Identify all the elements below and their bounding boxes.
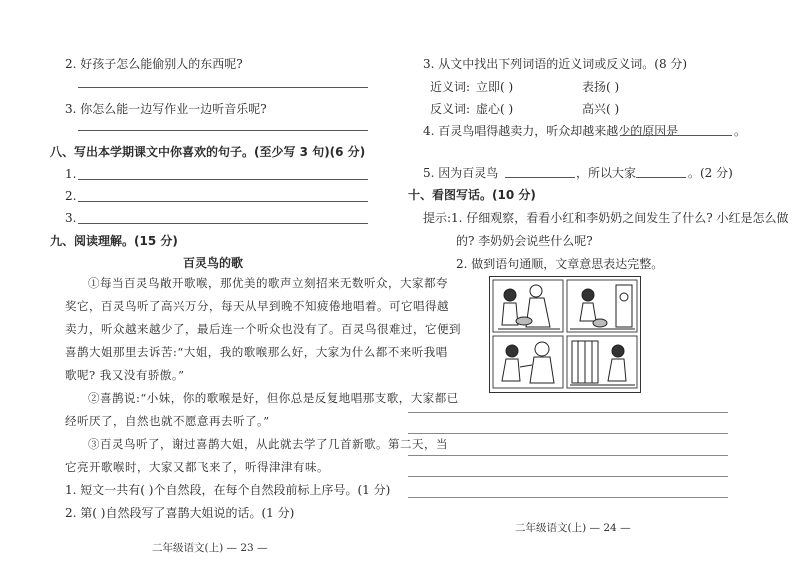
section-8-line-1[interactable] (78, 179, 368, 180)
section-9-heading: 九、阅读理解。(15 分) (50, 234, 178, 248)
passage-p1-line-2: 奖它，百灵鸟听了高兴万分，每天从早到晚不知疲倦地唱着。可它唱得越 (65, 299, 449, 313)
reading-question-5-part-b: ，所以大家 (576, 166, 637, 180)
period-r4: 。 (734, 124, 747, 138)
reading-question-5-part-a: 5. 因为百灵鸟 (423, 166, 499, 180)
passage-p1-line-4: 喜鹊大姐那里去诉苦:“大姐，我的歌喉那么好，大家为什么都不来听我唱 (65, 345, 448, 359)
writing-line-4[interactable] (408, 476, 728, 477)
writing-line-2[interactable] (408, 433, 728, 434)
passage-p3-line-2: 它亮开歌喉时，大家又都飞来了，听得津津有味。 (65, 460, 329, 474)
passage-p3-line-1: ③百灵鸟听了，谢过喜鹊大姐，从此就去学了几首新歌。第二天，当 (88, 437, 448, 451)
tip-1-line-a: 提示:1. 仔细观察，看看小红和李奶奶之间发生了什么? 小红是怎么做 (423, 211, 789, 225)
section-8-item-1-label: 1. (65, 167, 77, 181)
section-8-item-2-label: 2. (65, 189, 77, 203)
answer-line-r5-b[interactable] (636, 177, 686, 178)
reading-question-1: 1. 短文一共有( )个自然段，在每个自然段前标上序号。(1 分) (65, 483, 391, 497)
writing-line-1[interactable] (408, 412, 728, 413)
picture-story-illustration (489, 276, 641, 393)
answer-line-r4[interactable] (620, 135, 732, 136)
passage-p1-line-3: 卖力，听众越来越少了，最后连一个听众也没有了。百灵鸟很难过，它便到 (65, 322, 461, 336)
answer-line-q3[interactable] (78, 130, 368, 131)
answer-line-q2[interactable] (78, 87, 368, 88)
antonym-item-1[interactable]: 虚心( ) (476, 102, 514, 116)
section-8-heading: 八、写出本学期课文中你喜欢的句子。(至少写 3 句)(6 分) (50, 145, 366, 159)
passage-p1-line-5: 歌呢? 我又没有骄傲。” (65, 368, 185, 382)
section-8-item-3-label: 3. (65, 211, 77, 225)
picture-story-panels (490, 277, 640, 392)
reading-question-3: 3. 从文中找出下列词语的近义词或反义词。(8 分) (423, 57, 688, 71)
synonym-label: 近义词: (430, 80, 471, 94)
passage-title: 百灵鸟的歌 (183, 256, 244, 270)
reading-question-4: 4. 百灵鸟唱得越卖力，听众却越来越少的原因是 (423, 124, 679, 138)
page-footer-left: 二年级语文(上) — 23 — (152, 542, 268, 554)
passage-p2-line-2: 经听厌了，自然也就不愿意再去听了。” (65, 414, 270, 428)
antonym-item-2[interactable]: 高兴( ) (582, 102, 620, 116)
section-8-line-2[interactable] (78, 201, 368, 202)
section-8-line-3[interactable] (78, 223, 368, 224)
synonym-item-1[interactable]: 立即( ) (476, 80, 514, 94)
question-3: 3. 你怎么能一边写作业一边听音乐呢? (65, 102, 267, 116)
section-10-heading: 十、看图写话。(10 分) (408, 188, 536, 202)
passage-p1-line-1: ①每当百灵鸟敞开歌喉，那优美的歌声立刻招来无数听众，大家都夸 (88, 276, 448, 290)
tip-1-line-b: 的? 李奶奶会说些什么呢? (456, 234, 593, 248)
writing-line-3[interactable] (408, 455, 728, 456)
tip-2: 2. 做到语句通顺，文章意思表达完整。 (456, 257, 664, 271)
reading-question-2: 2. 第( )自然段写了喜鹊大姐说的话。(1 分) (65, 506, 295, 520)
question-2: 2. 好孩子怎么能偷别人的东西呢? (65, 57, 243, 71)
answer-line-r5-a[interactable] (505, 177, 575, 178)
synonym-item-2[interactable]: 表扬( ) (582, 80, 620, 94)
page-footer-right: 二年级语文(上) — 24 — (515, 522, 631, 534)
passage-p2-line-1: ②喜鹊说:“小妹，你的歌喉是好，但你总是反复地唱那支歌，大家都已 (88, 391, 459, 405)
reading-question-5-part-c: 。(2 分) (688, 166, 733, 180)
antonym-label: 反义词: (430, 102, 471, 116)
writing-line-5[interactable] (408, 497, 728, 498)
